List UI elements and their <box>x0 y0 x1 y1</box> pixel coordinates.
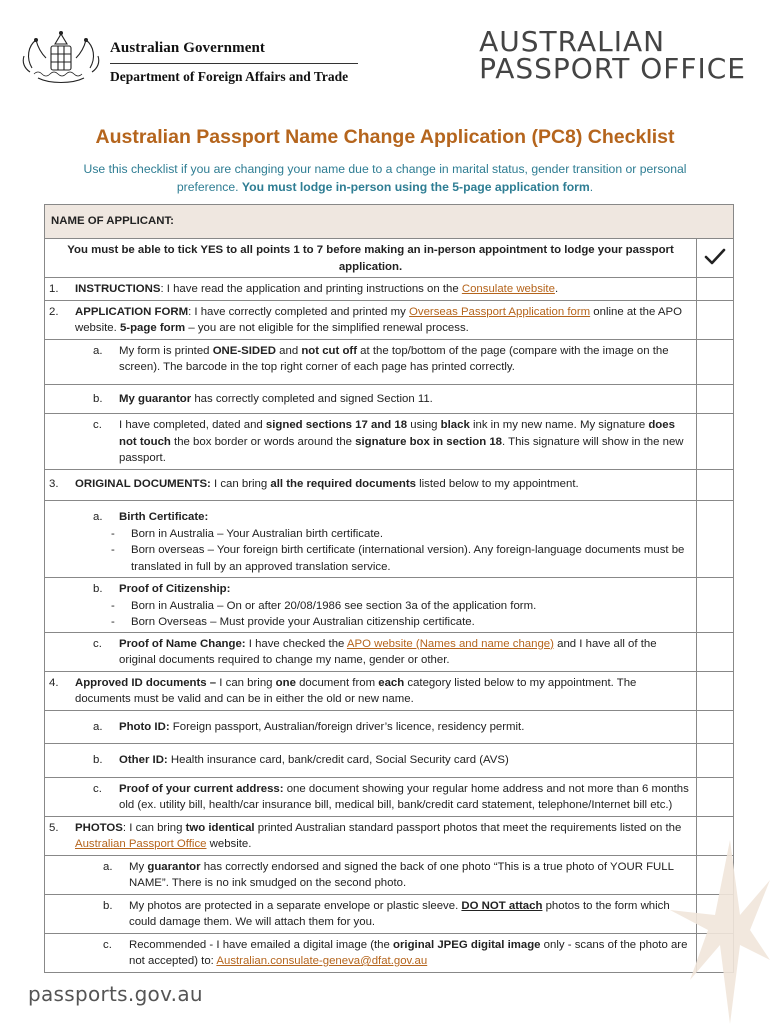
sub-text: has correctly endorsed and signed the back of one photo “This is a true photo of YOUR FULL NAME”. There is no ink smudged on the second photo. <box>129 860 674 889</box>
sub-text: Recommended - I have emailed a digital image (the <box>129 938 394 951</box>
item-bold: each <box>378 676 405 689</box>
item-5-photos <box>45 816 697 855</box>
sub-letter: c. <box>93 419 102 431</box>
sub-bold: ONE-SIDED <box>212 344 276 357</box>
item-text: online at the APO website. <box>75 305 682 334</box>
sub-text: and I have all of the original documents required to change my name, gender or other. <box>119 637 657 666</box>
sub-letter: b. <box>103 899 113 912</box>
item-2c <box>45 414 697 470</box>
item-2b <box>45 384 697 414</box>
sub-bold: My guarantor <box>119 392 192 405</box>
intro-bold: You must lodge in-person using the 5-page application form <box>241 180 590 194</box>
item-3a-birth-certificate: a. Birth Certificate: - Born in Australia – Your Australian birth certificate. - Born overseas – Your foreign birth certificate (international version). Any foreign-language documents must be translated in full by an approved translation service. <box>45 501 697 578</box>
passport-office-link[interactable]: Australian Passport Office <box>75 838 207 850</box>
item-4c-proof-of-address <box>45 777 697 816</box>
sub-text: I have completed, dated and <box>119 419 266 431</box>
item-text: printed Australian standard passport photos that meet the requirements listed on the <box>254 821 682 834</box>
item-number: 1. <box>49 283 59 295</box>
sub-text: using <box>407 419 441 431</box>
sub-text: at the top/bottom of the page (compare with the image on the screen). The barcode in the top right corner of each page has printed correctly. <box>119 344 669 373</box>
government-name: Australian Government <box>110 40 266 56</box>
item-5a-guarantor-photo <box>45 855 697 894</box>
item-text: I can bring <box>216 676 276 689</box>
tick-box-3b[interactable] <box>697 578 734 633</box>
footer-url[interactable]: passports.gov.au <box>28 982 203 1006</box>
sub-text: My photos are protected in a separate envelope or plastic sleeve. <box>129 899 462 912</box>
sub-text: ink in my new name. My signature <box>469 419 649 431</box>
sub-bold: DO NOT attach <box>461 899 543 912</box>
intro-plain: Use this checklist if you are changing your name due to a change in marital status, gender transition or personal preference. <box>83 162 687 194</box>
sub-text: one document showing your regular home address and not more than 6 months old (ex. utility bill, health/car insurance bill, medical bill, bank/credit card statement, telephone/Internet bill etc.) <box>119 782 689 811</box>
dash-item: Born in Australia – Your Australian birth certificate. <box>131 527 383 540</box>
tick-box-2a[interactable] <box>697 339 734 384</box>
apo-names-link[interactable]: APO website (Names and name change) <box>346 637 554 650</box>
sub-letter: c. <box>93 782 102 795</box>
item-3-original-documents <box>45 469 697 501</box>
sub-bold: black <box>440 419 470 431</box>
sub-bold: guarantor <box>147 860 201 873</box>
applicant-name-field[interactable] <box>45 205 734 239</box>
item-3b-citizenship: b. Proof of Citizenship: - Born in Australia – On or after 20/08/1986 see section 3a of the application form. - Born Overseas – Must provide your Australian citizenship certificate. <box>45 578 697 633</box>
item-5c-digital-image <box>45 933 697 972</box>
item-text: : I can bring <box>122 821 186 834</box>
sub-text: the box border or words around the <box>170 435 356 448</box>
item-1-instructions <box>45 278 697 301</box>
sub-text: Health insurance card, bank/credit card, Social Security card (AVS) <box>167 754 509 766</box>
sub-letter: b. <box>93 754 103 766</box>
sub-letter: a. <box>93 344 103 357</box>
tick-box-2b[interactable] <box>697 384 734 414</box>
consulate-website-link[interactable]: Consulate website <box>461 283 555 295</box>
item-heading: Approved ID documents – <box>75 676 217 689</box>
dash-item: Born overseas – Your foreign birth certificate (international version). Any foreign-language documents must be translated in full by an approved translation service. <box>131 544 685 573</box>
item-text: : I have read the application and printing instructions on the <box>160 283 462 295</box>
item-bold: 5-page form <box>119 322 186 334</box>
item-text: document from <box>295 676 379 689</box>
sub-letter: a. <box>93 511 103 523</box>
item-number: 3. <box>49 477 59 490</box>
application-form-link[interactable]: Overseas Passport Application form <box>409 305 591 318</box>
item-number: 5. <box>49 821 59 834</box>
sub-text: has correctly completed and signed Section 11. <box>191 392 433 405</box>
apo-line-2: PASSPORT OFFICE <box>479 52 746 85</box>
sub-letter: c. <box>93 637 102 650</box>
sub-bold: original JPEG digital image <box>393 938 541 951</box>
intro-text <box>60 160 710 196</box>
item-4-id-documents <box>45 671 697 710</box>
item-text-end: listed below to my appointment. <box>415 477 579 490</box>
item-5b-photo-protection <box>45 894 697 933</box>
sub-text: photos to the form which could damage them. We will attach them for you. <box>129 899 670 928</box>
item-heading: PHOTOS <box>75 821 123 834</box>
dash-item: Born Overseas – Must provide your Australian citizenship certificate. <box>131 616 475 628</box>
sub-heading: Proof of Citizenship: <box>119 583 231 595</box>
sub-bold: signed sections 17 and 18 <box>265 419 408 431</box>
intro-end: . <box>589 180 594 194</box>
item-heading: APPLICATION FORM <box>75 305 189 318</box>
sub-letter: b. <box>93 583 103 595</box>
item-4a-photo-id <box>45 710 697 744</box>
item-text-end: . <box>554 283 559 295</box>
government-branding <box>110 40 358 85</box>
sub-text: and <box>275 344 302 357</box>
department-name: Department of Foreign Affairs and Trade <box>110 69 349 84</box>
sub-bold: does not touch <box>119 419 675 448</box>
tick-box-2c[interactable] <box>697 414 734 470</box>
tick-box-3a[interactable] <box>697 501 734 578</box>
sub-text: My <box>129 860 148 873</box>
apo-line-1: AUSTRALIAN <box>479 25 666 58</box>
tick-box-3[interactable] <box>697 469 734 501</box>
checkmark-icon <box>704 248 726 266</box>
sub-letter: a. <box>93 720 103 733</box>
item-bold: two identical <box>185 821 255 834</box>
consulate-email-link[interactable]: Australian.consulate-geneva@dfat.gov.au <box>216 955 428 967</box>
sub-letter: a. <box>103 860 113 873</box>
sub-heading: Birth Certificate: <box>119 511 209 523</box>
sub-heading: Photo ID: <box>119 720 170 733</box>
item-text: website. <box>206 838 252 850</box>
sub-bold: not cut off <box>301 344 357 357</box>
tick-box-2[interactable] <box>697 300 734 339</box>
item-bold: all the required documents <box>270 477 416 490</box>
applicant-name-label: NAME OF APPLICANT: <box>51 215 174 227</box>
sub-text: Foreign passport, Australian/foreign driver’s licence, residency permit. <box>169 720 525 733</box>
sub-text: . This signature will show in the new passport. <box>119 435 684 464</box>
item-text: category listed below to my appointment. The documents must be valid and can be in either the old or new name. <box>75 676 637 705</box>
tick-box-4b[interactable] <box>697 744 734 778</box>
tick-box-4c[interactable] <box>697 777 734 816</box>
sub-bold: signature box in section 18 <box>355 435 503 448</box>
sub-letter: b. <box>93 392 103 405</box>
page-title: Australian Passport Name Change Application (PC8) Checklist <box>95 126 675 148</box>
tick-box-1[interactable] <box>697 278 734 301</box>
tick-box-3c[interactable] <box>697 632 734 671</box>
sub-heading: Proof of Name Change: <box>119 637 246 650</box>
must-tick-instruction: You must be able to tick YES to all points 1 to 7 before making an in-person appointment to lodge your passport application. <box>45 239 697 278</box>
sub-letter: c. <box>103 938 112 951</box>
branding-divider <box>110 63 358 64</box>
page-header <box>0 0 770 100</box>
dash-item: Born in Australia – On or after 20/08/1986 see section 3a of the application form. <box>131 599 537 612</box>
sub-heading: Other ID: <box>119 754 168 766</box>
item-2a <box>45 339 697 384</box>
item-bold: one <box>275 676 296 689</box>
sub-text: I have checked the <box>245 637 347 650</box>
item-text: I can bring <box>210 477 271 490</box>
item-heading: ORIGINAL DOCUMENTS: <box>75 477 211 490</box>
tick-box-4[interactable] <box>697 671 734 710</box>
item-text: – you are not eligible for the simplified renewal process. <box>185 322 469 334</box>
item-number: 2. <box>49 305 59 318</box>
tick-box-4a[interactable] <box>697 710 734 744</box>
sub-text: My form is printed <box>119 344 213 357</box>
passport-office-logo <box>479 25 746 85</box>
sub-text: only - scans of the photo are not accepted) to: <box>129 938 688 967</box>
coat-of-arms-icon <box>20 28 102 90</box>
tick-header-cell <box>697 239 734 278</box>
sub-heading: Proof of your current address: <box>119 782 284 795</box>
item-4b-other-id <box>45 744 697 778</box>
item-3c-name-change <box>45 632 697 671</box>
item-text: : I have correctly completed and printed my <box>188 305 410 318</box>
star-burst-icon <box>600 820 770 1024</box>
item-2-application-form <box>45 300 697 339</box>
item-number: 4. <box>49 676 59 689</box>
item-heading: INSTRUCTIONS <box>75 283 161 295</box>
